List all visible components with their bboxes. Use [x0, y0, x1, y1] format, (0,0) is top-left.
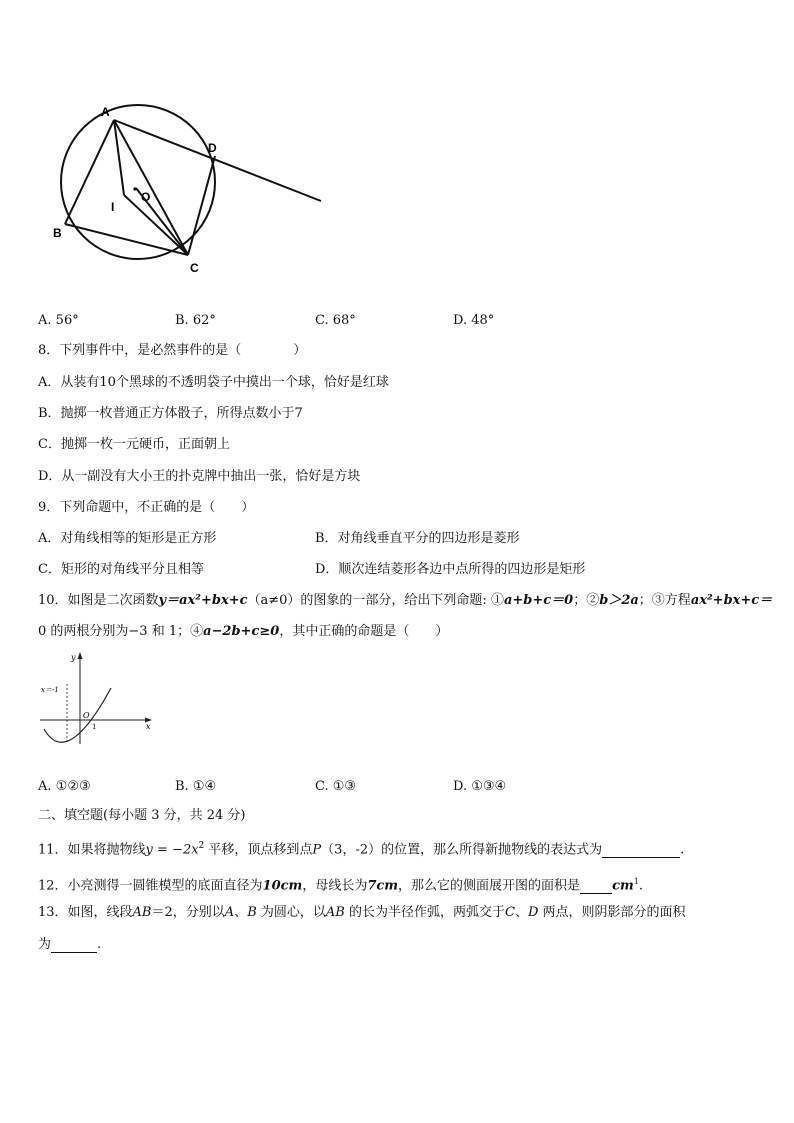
q7-option-a [38, 313, 79, 329]
q10-proposition-3: ax²+bx+c＝ [690, 593, 773, 608]
y-axis-label: y [71, 653, 76, 662]
q13-point-A: A [224, 905, 235, 920]
q10-option-b-text: ①④ [192, 779, 217, 794]
q10-option-d [453, 779, 506, 795]
q10-proposition-4: a−2b+c≥0 [203, 624, 280, 639]
q11-exponent: 2 [198, 841, 205, 851]
parabola-graph [36, 648, 160, 748]
segment-AC [114, 120, 188, 255]
q10-option-d-letter: D. [453, 779, 468, 794]
q10-option-a [38, 779, 91, 795]
q12-text-slant: ，母线长为 [302, 878, 368, 894]
q13-segment-AB-2: AB [325, 905, 345, 920]
q13-period: . [97, 937, 102, 952]
q8-option-a: A．从装有10个黑球的不透明袋子中摸出一个球，恰好是红球 [38, 375, 389, 390]
q12-answer-blank[interactable] [580, 880, 612, 894]
ray-AD [114, 120, 321, 201]
q10-option-b-letter: B. [175, 779, 189, 794]
q10-option-c-letter: C. [315, 779, 329, 794]
q12-unit: cm [612, 878, 634, 894]
q13-text-intro: 13．如图，线段 [38, 905, 133, 920]
q7-option-a-letter: A. [38, 313, 52, 328]
q10-option-c-text: ①③ [332, 779, 357, 794]
q10-text-question: ，其中正确的命题是（ ） [279, 624, 449, 639]
q12-diameter: 10cm [262, 878, 303, 894]
q7-option-d-letter: D. [453, 313, 468, 328]
q13-point-B: B [247, 905, 257, 920]
q10-sep-2: ；③方程 [638, 593, 691, 608]
symmetry-axis-label: x＝-1 [41, 686, 59, 694]
origin-label: O [83, 711, 90, 720]
segment-AI [114, 120, 124, 195]
center-dot [133, 187, 136, 190]
q7-option-d-text: 48° [471, 313, 495, 328]
q13-text-question: 两点，则阴影部分的面积 [538, 905, 686, 920]
q11-answer-blank[interactable] [602, 844, 680, 858]
tick-label-1: 1 [92, 723, 97, 731]
q9-option-b: B．对角线垂直平分的四边形是菱形 [315, 531, 520, 546]
q8-option-d: D．从一副没有大小王的扑克牌中抽出一张，恰好是方块 [38, 469, 361, 484]
point-label-O: O [141, 190, 151, 204]
q13-point-C: C [504, 905, 515, 920]
point-label-B: B [53, 226, 62, 240]
q11-text-intro: 11．如果将抛物线 [38, 842, 146, 858]
q13-segment-AB: AB [132, 905, 152, 920]
q9-option-c: C．矩形的对角线平分且相等 [38, 562, 204, 577]
point-label-C: C [190, 261, 199, 275]
q8-option-b: B．抛掷一枚普通正方体骰子，所得点数小于7 [38, 406, 303, 421]
q10-option-b [175, 779, 216, 795]
q7-option-b-letter: B. [175, 313, 189, 328]
q10-sep-1: ；② [573, 593, 600, 608]
q10-option-a-text: ①②③ [55, 779, 91, 794]
parabola-curve [44, 688, 111, 742]
q11-point-P: P [312, 842, 322, 858]
q10-stem-line2 [38, 624, 448, 640]
q7-option-c [315, 313, 356, 329]
q10-function: y＝ax²+bx+c [158, 593, 248, 608]
point-label-D: D [208, 141, 217, 155]
q9-stem: 9．下列命题中，不正确的是（ ） [38, 500, 255, 515]
q12-period: . [638, 878, 643, 894]
q11-stem [38, 838, 684, 858]
q11-function: y = −2x [145, 842, 199, 858]
q13-sep-1: 、 [234, 905, 248, 920]
q11-text-shift: 平移，顶点移到点 [204, 842, 313, 858]
q13-sep-2: 、 [514, 905, 528, 920]
q12-slant-length: 7cm [367, 878, 399, 894]
q13-text-centers: ＝2，分别以 [151, 905, 225, 920]
q10-proposition-1: a+b+c＝0 [503, 593, 574, 608]
q7-option-c-text: 68° [332, 313, 356, 328]
q7-option-b [175, 313, 216, 329]
q11-period: . [680, 842, 685, 858]
point-label-A: A [101, 105, 110, 119]
q11-text-question: （3，-2）的位置，那么所得新抛物线的表达式为 [321, 842, 603, 858]
q10-option-d-text: ①③④ [471, 779, 507, 794]
q12-unit-exponent: 1 [633, 877, 639, 886]
q10-stem-line1 [38, 593, 772, 609]
point-label-I: I [111, 200, 115, 214]
q13-text-answer-prefix: 为 [38, 937, 52, 952]
q12-text-intro: 12．小亮测得一圆锥模型的底面直径为 [38, 878, 263, 894]
q10-text-condition: （a≠0）的图象的一部分，给出下列命题: ① [247, 593, 504, 608]
segment-AB [65, 120, 114, 224]
q8-option-c: C．抛掷一枚一元硬币，正面朝上 [38, 437, 230, 452]
q13-answer-blank[interactable] [51, 939, 97, 953]
q7-option-a-text: 56° [55, 313, 79, 328]
y-axis-arrow [78, 652, 83, 659]
circle-geometry-figure [40, 100, 340, 280]
q13-text-radius: 为圆心，以 [256, 905, 326, 920]
q12-stem [38, 874, 643, 894]
q13-stem-line2 [38, 937, 101, 953]
x-axis-label: x [146, 722, 151, 731]
q10-option-a-letter: A. [38, 779, 52, 794]
q13-stem-line1 [38, 905, 686, 921]
q7-option-b-text: 62° [192, 313, 216, 328]
q10-text-intro: 10．如图是二次函数 [38, 593, 159, 608]
q13-text-arcs: 的长为半径作弧，两弧交于 [344, 905, 505, 920]
q7-option-d [453, 313, 494, 329]
q10-option-c [315, 779, 356, 795]
q10-text-roots: 0 的两根分别为−3 和 1；④ [38, 624, 204, 639]
q7-option-c-letter: C. [315, 313, 329, 328]
q9-option-a: A．对角线相等的矩形是正方形 [38, 531, 217, 546]
q8-stem: 8．下列事件中，是必然事件的是（ ） [38, 343, 307, 358]
q12-text-question: ，那么它的侧面展开图的面积是 [398, 878, 581, 894]
q10-proposition-2: b＞2a [599, 593, 639, 608]
segment-BC [65, 224, 188, 255]
q9-option-d: D．顺次连结菱形各边中点所得的四边形是矩形 [315, 562, 586, 577]
section-heading-fill-in: 二、填空题(每小题 3 分，共 24 分) [38, 808, 246, 823]
q13-point-D: D [527, 905, 539, 920]
